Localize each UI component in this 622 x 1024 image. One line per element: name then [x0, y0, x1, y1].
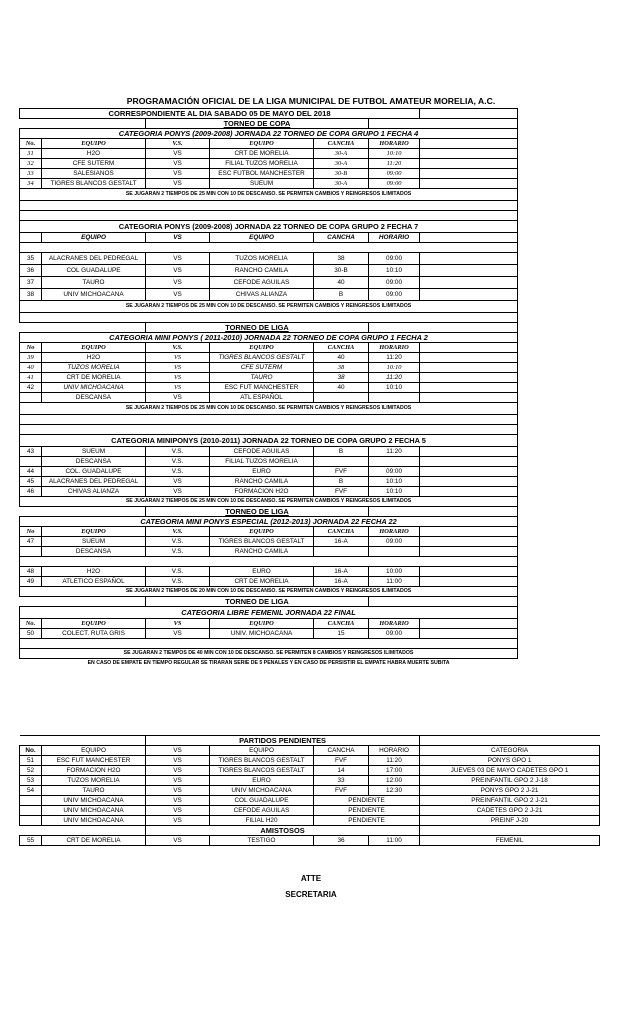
rules-note: SE JUGARAN 2 TIEMPOS DE 20 MIN CON 10 DE DESCANSO. SE PERMITEN CAMBIOS Y REINGRESOS ILIMITADOS: [20, 587, 518, 597]
tiebreak-note: EN CASO DE EMPATE EN TIEMPO REGULAR SE TIRARAN SERIE DE 5 PENALES Y EN CASO DE PERSISTIR EL EMPATE HABRA MUERTE SUBITA: [87, 660, 450, 666]
section-1-category: CATEGORIA PONYS (2009-2008) JORNADA 22 TORNEO DE COPA GRUPO 1 FECHA 4: [20, 129, 518, 139]
table-row: 41 CRT DE MORELIA VS TAURO 38 11:20: [20, 373, 518, 383]
schedule-table: [19, 108, 518, 668]
table-row: 49 ATLETICO ESPAÑOL V.S. CRT DE MORELIA 16-A 11:00: [20, 577, 518, 587]
table-row: UNIV MICHOACANA VS FILIAL H20 PENDIENTE PREINF J-20: [20, 816, 600, 826]
table-row: 44 COL. GUADALUPE V.S. EURO FVF 09:00: [20, 467, 518, 477]
table-row: 43 SUEUM V.S. CEFODE AGUILAS B 11:20: [20, 447, 518, 457]
footer-secretaria: SECRETARIA: [285, 890, 337, 899]
table-row: 37 TAURO VS CEFODE AGUILAS 40 09:00: [20, 277, 518, 289]
pending-header: No. EQUIPO VS EQUIPO CANCHA HORARIO CATEGORIA: [20, 746, 600, 756]
torneo-liga-heading: TORNEO DE LIGA: [146, 323, 369, 333]
table-row: 51 ESC FUT MANCHESTER VS TIGRES BLANCOS GESTALT FVF 11:20 PONYS GPO 1: [20, 756, 600, 766]
section-5-header: No EQUIPO V.S. EQUIPO CANCHA HORARIO: [20, 527, 518, 537]
rules-note: SE JUGARAN 2 TIEMPOS DE 25 MIN CON 10 DE DESCANSO. SE PERMITEN CAMBIOS Y REINGRESOS ILIMITADOS: [20, 403, 518, 415]
table-row: 33 SALESIANOS VS ESC FUTBOL MANCHESTER 30-B 09:00: [20, 169, 518, 179]
section-5-category: CATEGORIA MINI PONYS ESPECIAL (2012-2013) JORNADA 22 FECHA 22: [20, 517, 518, 527]
table-row: UNIV MICHOACANA VS CEFODE AGUILAS PENDIENTE CADETES GPO 2 J-21: [20, 806, 600, 816]
section-1-header: No. EQUIPO V.S. EQUIPO CANCHA HORARIO: [20, 139, 518, 149]
table-row: 48 H2O V.S. EURO 16-A 10:00: [20, 567, 518, 577]
section-3-header: No EQUIPO V.S. EQUIPO CANCHA HORARIO: [20, 343, 518, 353]
pending-matches-table: [19, 735, 600, 846]
section-6-header: No. EQUIPO VS EQUIPO CANCHA HORARIO: [20, 619, 518, 629]
table-row: 54 TAURO VS UNIV MICHOACANA FVF 12:30 PONYS GPO 2 J-21: [20, 786, 600, 796]
table-row: 53 TUZOS MORELIA VS EURO 33 12:00 PREINFANTIL GPO 2 J-18: [20, 776, 600, 786]
section-6-category: CATEGORIA LIBRE FEMENIL JORNADA 22 FINAL: [20, 607, 518, 619]
table-row: 34 TIGRES BLANCOS GESTALT VS SUEUM 30-A 09:00: [20, 179, 518, 189]
table-row: 52 FORMACION H2O VS TIGRES BLANCOS GESTALT 14 17:00 JUEVES 03 DE MAYO CADETES GPO 1: [20, 766, 600, 776]
rules-note: SE JUGARAN 2 TIEMPOS DE 25 MIN CON 10 DE DESCANSO. SE PERMITEN CAMBIOS Y REINGRESOS ILIMITADOS: [20, 301, 518, 313]
torneo-liga-heading: TORNEO DE LIGA: [146, 507, 369, 517]
rules-note: SE JUGARAN 2 TIEMPOS DE 25 MIN CON 10 DE DESCANSO. SE PERMITEN CAMBIOS Y REINGRESOS ILIMITADOS: [20, 189, 518, 201]
table-row: 32 CFE SUTERM VS FILIAL TUZOS MORELIA 30-A 11:20: [20, 159, 518, 169]
table-row: 40 TUZOS MORELIA VS CFE SUTERM 38 10:10: [20, 363, 518, 373]
section-2-header: EQUIPO VS EQUIPO CANCHA HORARIO: [20, 233, 518, 243]
torneo-copa-heading: TORNEO DE COPA: [146, 119, 369, 129]
section-3-category: CATEGORIA MINI PONYS ( 2011-2010) JORNADA 22 TORNEO DE COPA GRUPO 1 FECHA 2: [20, 333, 518, 343]
table-row: 36 COL GUADALUPE VS RANCHO CAMILA 30-B 10:10: [20, 265, 518, 277]
table-row: DESCANSA V.S. FILIAL TUZOS MORELIA: [20, 457, 518, 467]
table-row: 39 H2O VS TIGRES BLANCOS GESTALT 40 11:20: [20, 353, 518, 363]
table-row: 46 CHIVAS ALIANZA VS FORMACION H2O FVF 10:10: [20, 487, 518, 497]
table-row: DESCANSA VS ATL ESPAÑOL: [20, 393, 518, 403]
table-row: UNIV MICHOACANA VS COL GUADALUPE PENDIENTE PREINFANTIL GPO 2 J-21: [20, 796, 600, 806]
pending-title: PARTIDOS PENDIENTES: [146, 736, 420, 746]
amistosos-title: AMISTOSOS: [146, 826, 420, 836]
torneo-liga-heading: TORNEO DE LIGA: [146, 597, 369, 607]
table-row: 42 UNIV MICHOACANA VS ESC FUT MANCHESTER 40 10:10: [20, 383, 518, 393]
table-row: 47 SUEUM V.S. TIGRES BLANCOS GESTALT 16-A 09:00: [20, 537, 518, 547]
table-row: 35 ALACRANES DEL PEDREGAL VS TUZOS MORELIA 38 09:00: [20, 253, 518, 265]
subtitle: CORRESPONDIENTE AL DIA SABADO 05 DE MAYO DEL 2018: [20, 109, 420, 119]
table-row: DESCANSA V.S. RANCHO CAMILA: [20, 547, 518, 557]
table-row: 55 CRT DE MORELIA VS TESTIGO 36 11:00 FEMENIL: [20, 836, 600, 846]
table-row: 50 COLECT. RUTA GRIS VS UNIV. MICHOACANA 15 09:00: [20, 629, 518, 639]
section-2-category: CATEGORIA PONYS (2009-2008) JORNADA 22 TORNEO DE COPA GRUPO 2 FECHA 7: [20, 221, 518, 233]
section-4-category: CATEGORIA MINIPONYS (2010-2011) JORNADA 22 TORNEO DE COPA GRUPO 2 FECHA 5: [20, 435, 518, 447]
table-row: 31 H2O VS CRT DE MORELIA 30-A 10:10: [20, 149, 518, 159]
page-title: PROGRAMACIÓN OFICIAL DE LA LIGA MUNICIPAL DE FUTBOL AMATEUR MORELIA, A.C.: [126, 96, 496, 106]
footer-atte: ATTE: [300, 874, 322, 883]
table-row: 45 ALACRANES DEL PEDREGAL VS RANCHO CAMILA B 10:10: [20, 477, 518, 487]
rules-note: SE JUGARAN 2 TIEMPOS DE 25 MIN CON 10 DE DESCANSO. SE PERMITEN CAMBIOS Y REINGRESOS ILIMITADOS: [20, 497, 518, 507]
table-row: 38 UNIV MICHOACANA VS CHIVAS ALIANZA B 09:00: [20, 289, 518, 301]
rules-note: SE JUGARAN 2 TIEMPOS DE 40 MIN CON 10 DE DESCANSO. SE PERMITEN 8 CAMBIOS Y REINGRESOS ILIMITADOS: [20, 649, 518, 659]
